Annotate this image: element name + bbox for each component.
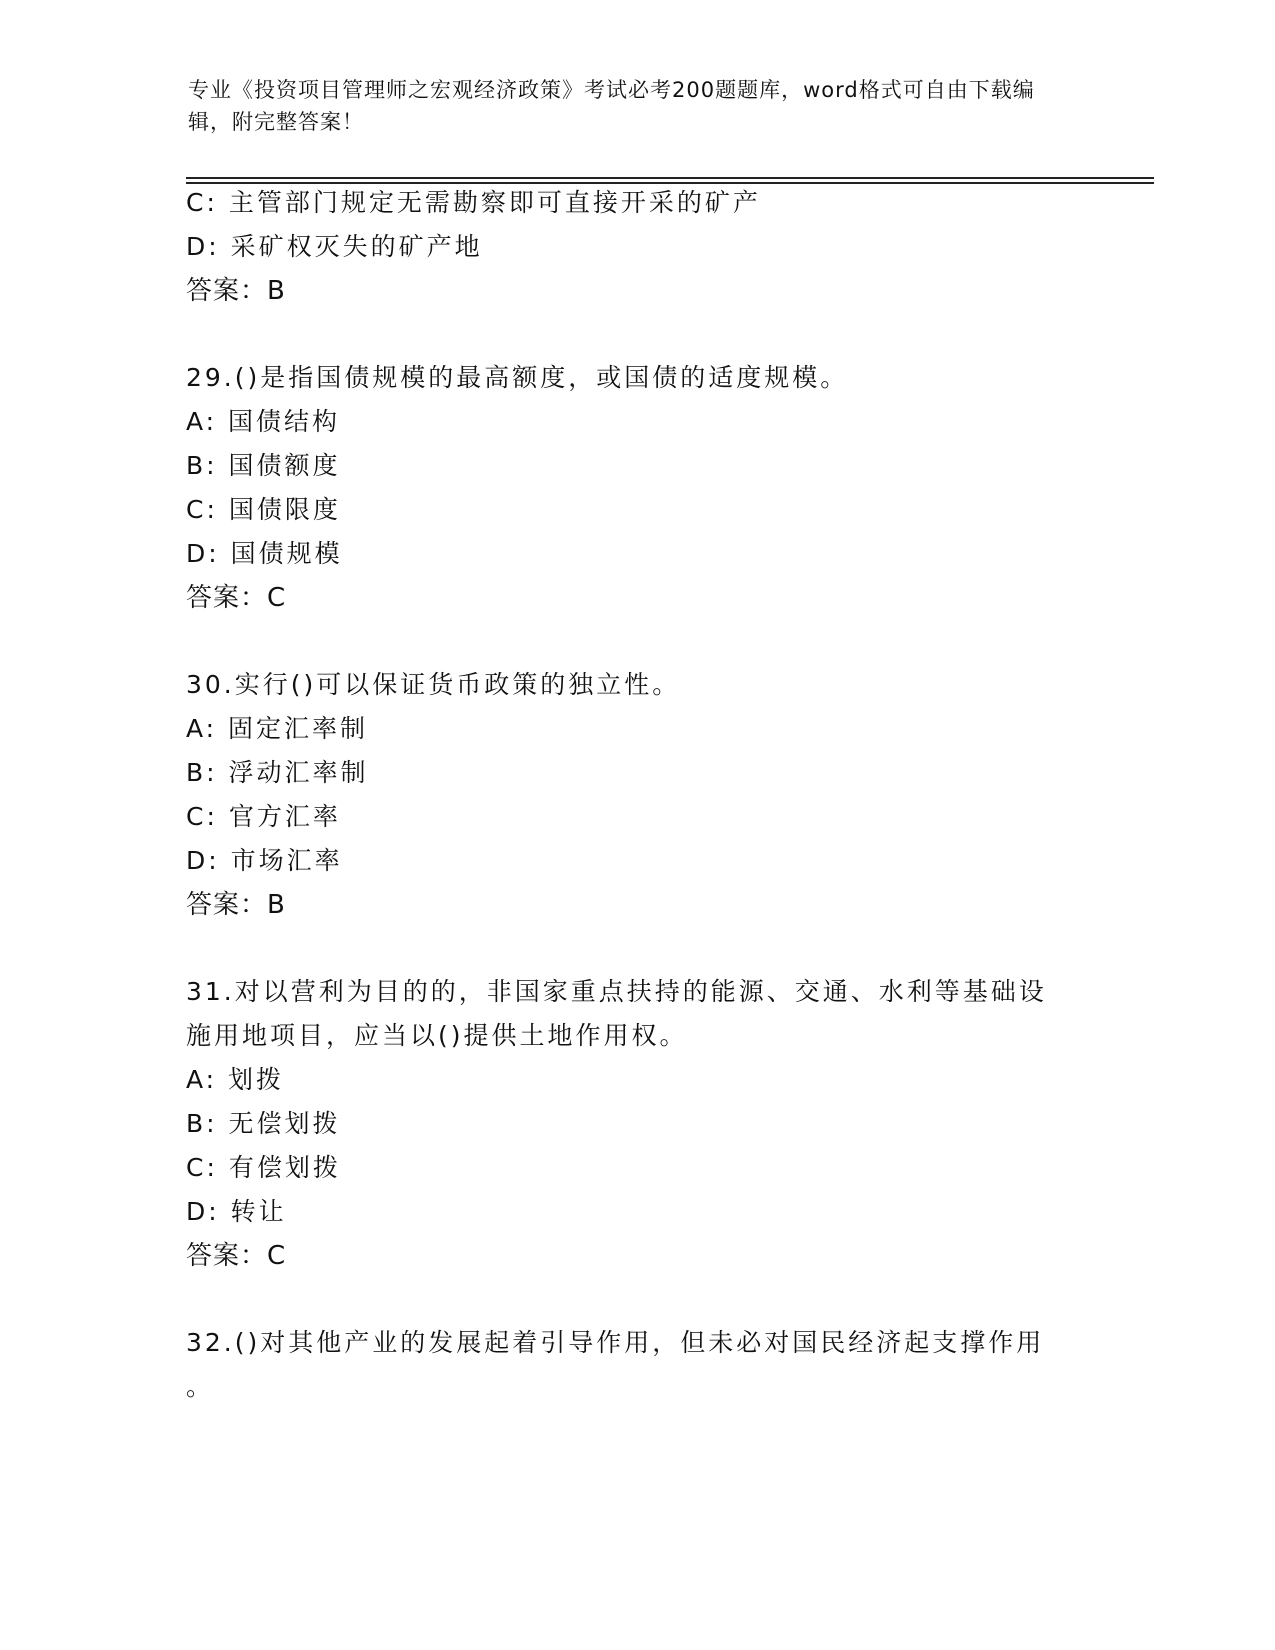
q30-question: 30.实行()可以保证货币政策的独立性。: [186, 670, 681, 699]
header-rule-bottom: [186, 182, 1154, 184]
q30-option-a: A: 固定汇率制: [186, 714, 369, 743]
q30-option-b: B: 浮动汇率制: [186, 758, 369, 787]
q29-option-a: A: 国债结构: [186, 407, 341, 436]
q29-question: 29.()是指国债规模的最高额度，或国债的适度规模。: [186, 363, 849, 392]
q31-option-c: C: 有偿划拨: [186, 1153, 341, 1182]
q30-option-d: D: 市场汇率: [186, 846, 343, 875]
q28-option-c: C: 主管部门规定无需勘察即可直接开采的矿产: [186, 188, 761, 217]
q32-question-line1: 32.()对其他产业的发展起着引导作用，但未必对国民经济起支撑作用: [186, 1328, 1045, 1357]
q29-option-d: D: 国债规模: [186, 539, 343, 568]
q30-answer: 答案：B: [186, 890, 286, 920]
q29-answer: 答案：C: [186, 583, 287, 613]
q31-option-b: B: 无偿划拨: [186, 1109, 341, 1138]
q31-option-a: A: 划拨: [186, 1065, 285, 1094]
q28-answer: 答案：B: [186, 276, 286, 306]
q32-question-line2: 。: [186, 1372, 215, 1401]
q31-question-line1: 31.对以营利为目的的，非国家重点扶持的能源、交通、水利等基础设: [186, 977, 1047, 1006]
q30-option-c: C: 官方汇率: [186, 802, 341, 831]
q31-question-line2: 施用地项目，应当以()提供土地作用权。: [186, 1021, 688, 1050]
document-header: 专业《投资项目管理师之宏观经济政策》考试必考200题题库，word格式可自由下载编辑，附完整答案！: [188, 78, 1035, 134]
q31-option-d: D: 转让: [186, 1197, 287, 1226]
q29-option-c: C: 国债限度: [186, 495, 341, 524]
q29-option-b: B: 国债额度: [186, 451, 341, 480]
q28-option-d: D: 采矿权灭失的矿产地: [186, 232, 483, 261]
q31-answer: 答案：C: [186, 1241, 287, 1271]
header-rule-top: [186, 177, 1154, 179]
